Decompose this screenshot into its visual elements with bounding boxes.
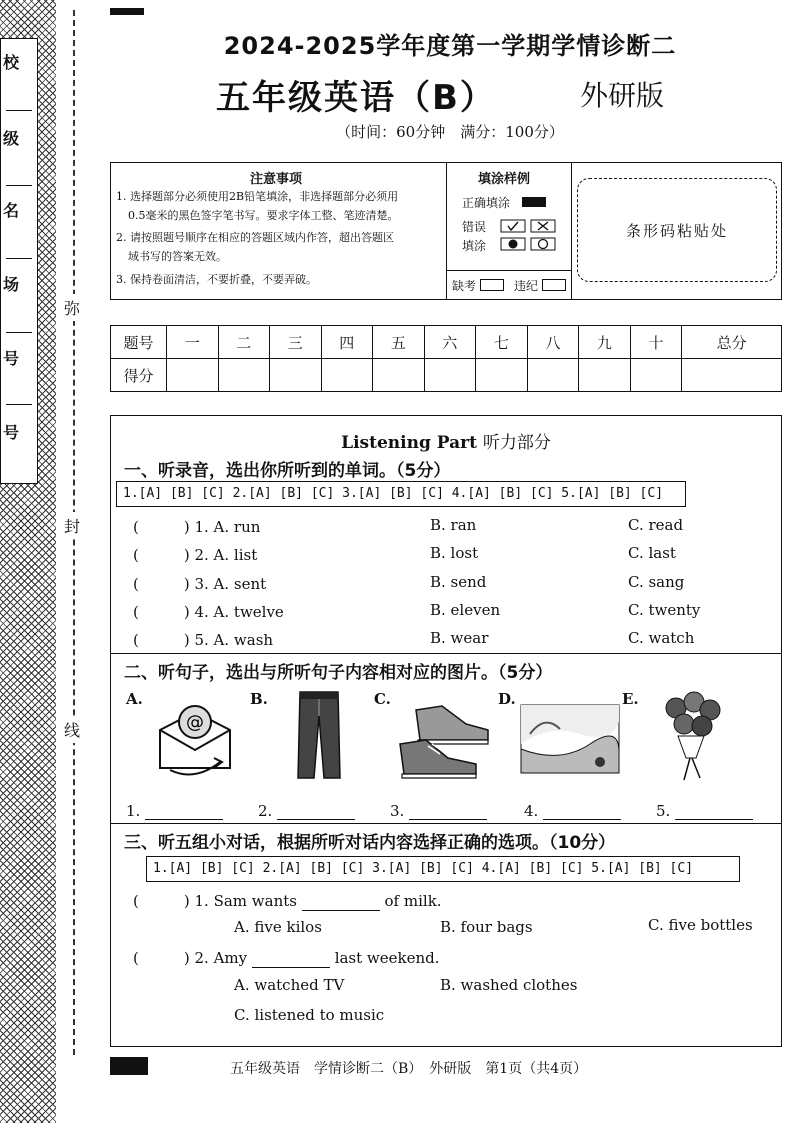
info-line <box>6 404 32 405</box>
option-c: C. read <box>628 516 684 534</box>
option-a: A. watched TV <box>234 976 345 994</box>
email-icon <box>150 690 240 780</box>
section1-heading: 一、听录音，选出你所听到的单词。（5分） <box>124 461 451 481</box>
picture-letter: D. <box>498 690 516 708</box>
option-b: B. send <box>430 573 487 591</box>
picture-answer-blank[interactable] <box>524 802 621 820</box>
question-stem: ( ) 2. A. list <box>133 546 258 564</box>
score-cell[interactable] <box>218 359 270 392</box>
correct-fill-label: 正确填涂 <box>462 196 511 210</box>
section2-heading: 二、听句子，选出与所听句子内容相对应的图片。（5分） <box>124 663 553 683</box>
question-text: last weekend. <box>334 949 440 967</box>
picture-letter: A. <box>126 690 143 708</box>
picture-answer-blank[interactable] <box>656 802 753 820</box>
picture-letter: E. <box>622 690 639 708</box>
section-divider <box>110 653 782 654</box>
divider <box>446 270 571 271</box>
page-footer: 五年级英语 学情诊断二（B） 外研版 第1页（共4页） <box>230 1061 588 1077</box>
wrong-fill-marks-icon <box>500 218 558 252</box>
question-stem: ( ) 1. A. run <box>133 518 261 536</box>
option-b: B. wear <box>430 629 489 647</box>
notice-line: 1. 选择题部分必须使用2B铅笔填涂，非选择题部分必须用 <box>116 190 399 203</box>
option-c: C. last <box>628 544 676 562</box>
option-b: B. ran <box>430 516 477 534</box>
info-label-number: 号 <box>3 423 20 442</box>
blank-number: 3. <box>390 802 405 820</box>
table-header-cell: 总分 <box>682 326 782 359</box>
trousers-icon <box>294 690 344 782</box>
wrong-fill-label: 填涂 <box>462 239 487 253</box>
table-header-cell: 四 <box>321 326 373 359</box>
picture-answer-blank[interactable] <box>258 802 355 820</box>
score-cell[interactable] <box>527 359 579 392</box>
violation-label: 违纪 <box>514 279 539 293</box>
violation-box[interactable] <box>542 279 566 291</box>
part-title <box>110 428 782 453</box>
section1-answer-strip[interactable]: 1.[A] [B] [C] 2.[A] [B] [C] 3.[A] [B] [C] 4.[A] [B] [C] 5.[A] [B] [C] <box>116 481 686 507</box>
exam-title: 2024-2025学年度第一学期学情诊断二 <box>223 32 677 60</box>
option-c: C. five bottles <box>648 916 753 934</box>
option-c: C. twenty <box>628 601 701 619</box>
score-cell[interactable] <box>682 359 782 392</box>
blank-number: 1. <box>126 802 141 820</box>
section3-answer-strip[interactable]: 1.[A] [B] [C] 2.[A] [B] [C] 3.[A] [B] [C] 4.[A] [B] [C] 5.[A] [B] [C] <box>146 856 740 882</box>
question-stem: ( ) 3. A. sent <box>133 575 267 593</box>
info-line <box>6 185 32 186</box>
table-header-cell: 三 <box>270 326 322 359</box>
registration-mark <box>110 1057 148 1075</box>
question-text: 1. Sam wants <box>194 892 297 910</box>
option-c: C. watch <box>628 629 695 647</box>
score-cell[interactable] <box>424 359 476 392</box>
table-header-cell: 九 <box>579 326 631 359</box>
score-cell[interactable] <box>373 359 425 392</box>
answer-paren[interactable]: ( ) <box>133 892 190 910</box>
barcode-label: 条形码粘贴处 <box>625 222 728 240</box>
table-header-cell: 五 <box>373 326 425 359</box>
section3-heading: 三、听五组小对话，根据所听对话内容选择正确的选项。（10分） <box>124 833 616 853</box>
table-header-cell: 二 <box>218 326 270 359</box>
notice-line: 2. 请按照题号顺序在相应的答题区域内作答，超出答题区 <box>116 231 394 244</box>
divider <box>571 162 572 300</box>
landscape-icon <box>520 704 620 774</box>
option-c: C. listened to music <box>234 1006 385 1024</box>
table-header-cell: 一 <box>167 326 219 359</box>
wrong-fill-label: 错误 <box>462 220 487 234</box>
notice-line: 0.5毫米的黑色签字笔书写。要求字体工整、笔迹清楚。 <box>128 209 399 222</box>
info-line <box>6 332 32 333</box>
score-cell[interactable] <box>579 359 631 392</box>
option-b: B. eleven <box>430 601 501 619</box>
table-row-label: 得分 <box>111 359 167 392</box>
seal-char: 线 <box>64 716 80 743</box>
fill-example-title: 填涂样例 <box>478 172 531 187</box>
registration-mark <box>110 8 144 15</box>
option-b: B. lost <box>430 544 479 562</box>
info-label-name: 名 <box>3 201 20 220</box>
seal-char: 封 <box>64 512 80 539</box>
exam-edition: 外研版 <box>580 79 665 112</box>
question-text: of milk. <box>384 892 442 910</box>
question-text: 2. Amy <box>194 949 248 967</box>
option-c: C. sang <box>628 573 685 591</box>
correct-fill-mark <box>522 197 546 207</box>
score-cell[interactable] <box>321 359 373 392</box>
absent-box[interactable] <box>480 279 504 291</box>
notice-line: 3. 保持卷面清洁，不要折叠，不要弄破。 <box>116 273 317 286</box>
picture-letter: B. <box>250 690 268 708</box>
blank-number: 4. <box>524 802 539 820</box>
score-cell[interactable] <box>630 359 682 392</box>
table-row <box>111 359 782 392</box>
section-divider <box>110 823 782 824</box>
divider <box>446 162 447 300</box>
picture-answer-blank[interactable] <box>126 802 223 820</box>
student-info-strip <box>0 38 38 484</box>
blank-number: 2. <box>258 802 273 820</box>
answer-blank <box>302 910 380 911</box>
score-cell[interactable] <box>167 359 219 392</box>
notice-title: 注意事项 <box>250 172 303 187</box>
table-header-cell: 六 <box>424 326 476 359</box>
part-title-cn: 听力部分 <box>482 433 551 453</box>
svg-text:@: @ <box>186 712 204 733</box>
option-a: A. five kilos <box>234 918 322 936</box>
score-cell[interactable] <box>270 359 322 392</box>
question-2 <box>133 947 440 968</box>
option-b: B. four bags <box>440 918 533 936</box>
info-line <box>6 110 32 111</box>
info-label-class: 级 <box>3 129 20 148</box>
exam-subject: 五年级英语（B） <box>216 78 496 118</box>
part-title-en: Listening Part <box>341 433 477 453</box>
table-header-cell: 八 <box>527 326 579 359</box>
info-label-seat: 号 <box>3 349 20 368</box>
info-label-school: 校 <box>3 53 20 72</box>
picture-answer-blank[interactable] <box>390 802 487 820</box>
table-header-cell: 十 <box>630 326 682 359</box>
option-b: B. washed clothes <box>440 976 578 994</box>
notice-line: 域书写的答案无效。 <box>128 250 227 263</box>
answer-paren[interactable]: ( ) <box>133 949 190 967</box>
question-stem: ( ) 4. A. twelve <box>133 603 284 621</box>
question-1 <box>133 890 442 911</box>
seal-char: 弥 <box>64 294 80 321</box>
exam-time-score: （时间：60分钟 满分：100分） <box>336 123 564 141</box>
picture-letter: C. <box>374 690 391 708</box>
score-table <box>110 325 782 392</box>
score-cell[interactable] <box>476 359 528 392</box>
sneakers-icon <box>396 700 496 780</box>
answer-blank <box>252 967 330 968</box>
table-header-cell: 题号 <box>111 326 167 359</box>
info-line <box>6 258 32 259</box>
table-row <box>111 326 782 359</box>
info-label-room: 场 <box>3 275 20 294</box>
question-stem: ( ) 5. A. wash <box>133 631 274 649</box>
flowers-icon <box>656 688 726 784</box>
table-header-cell: 七 <box>476 326 528 359</box>
blank-number: 5. <box>656 802 671 820</box>
absent-label: 缺考 <box>452 279 477 293</box>
